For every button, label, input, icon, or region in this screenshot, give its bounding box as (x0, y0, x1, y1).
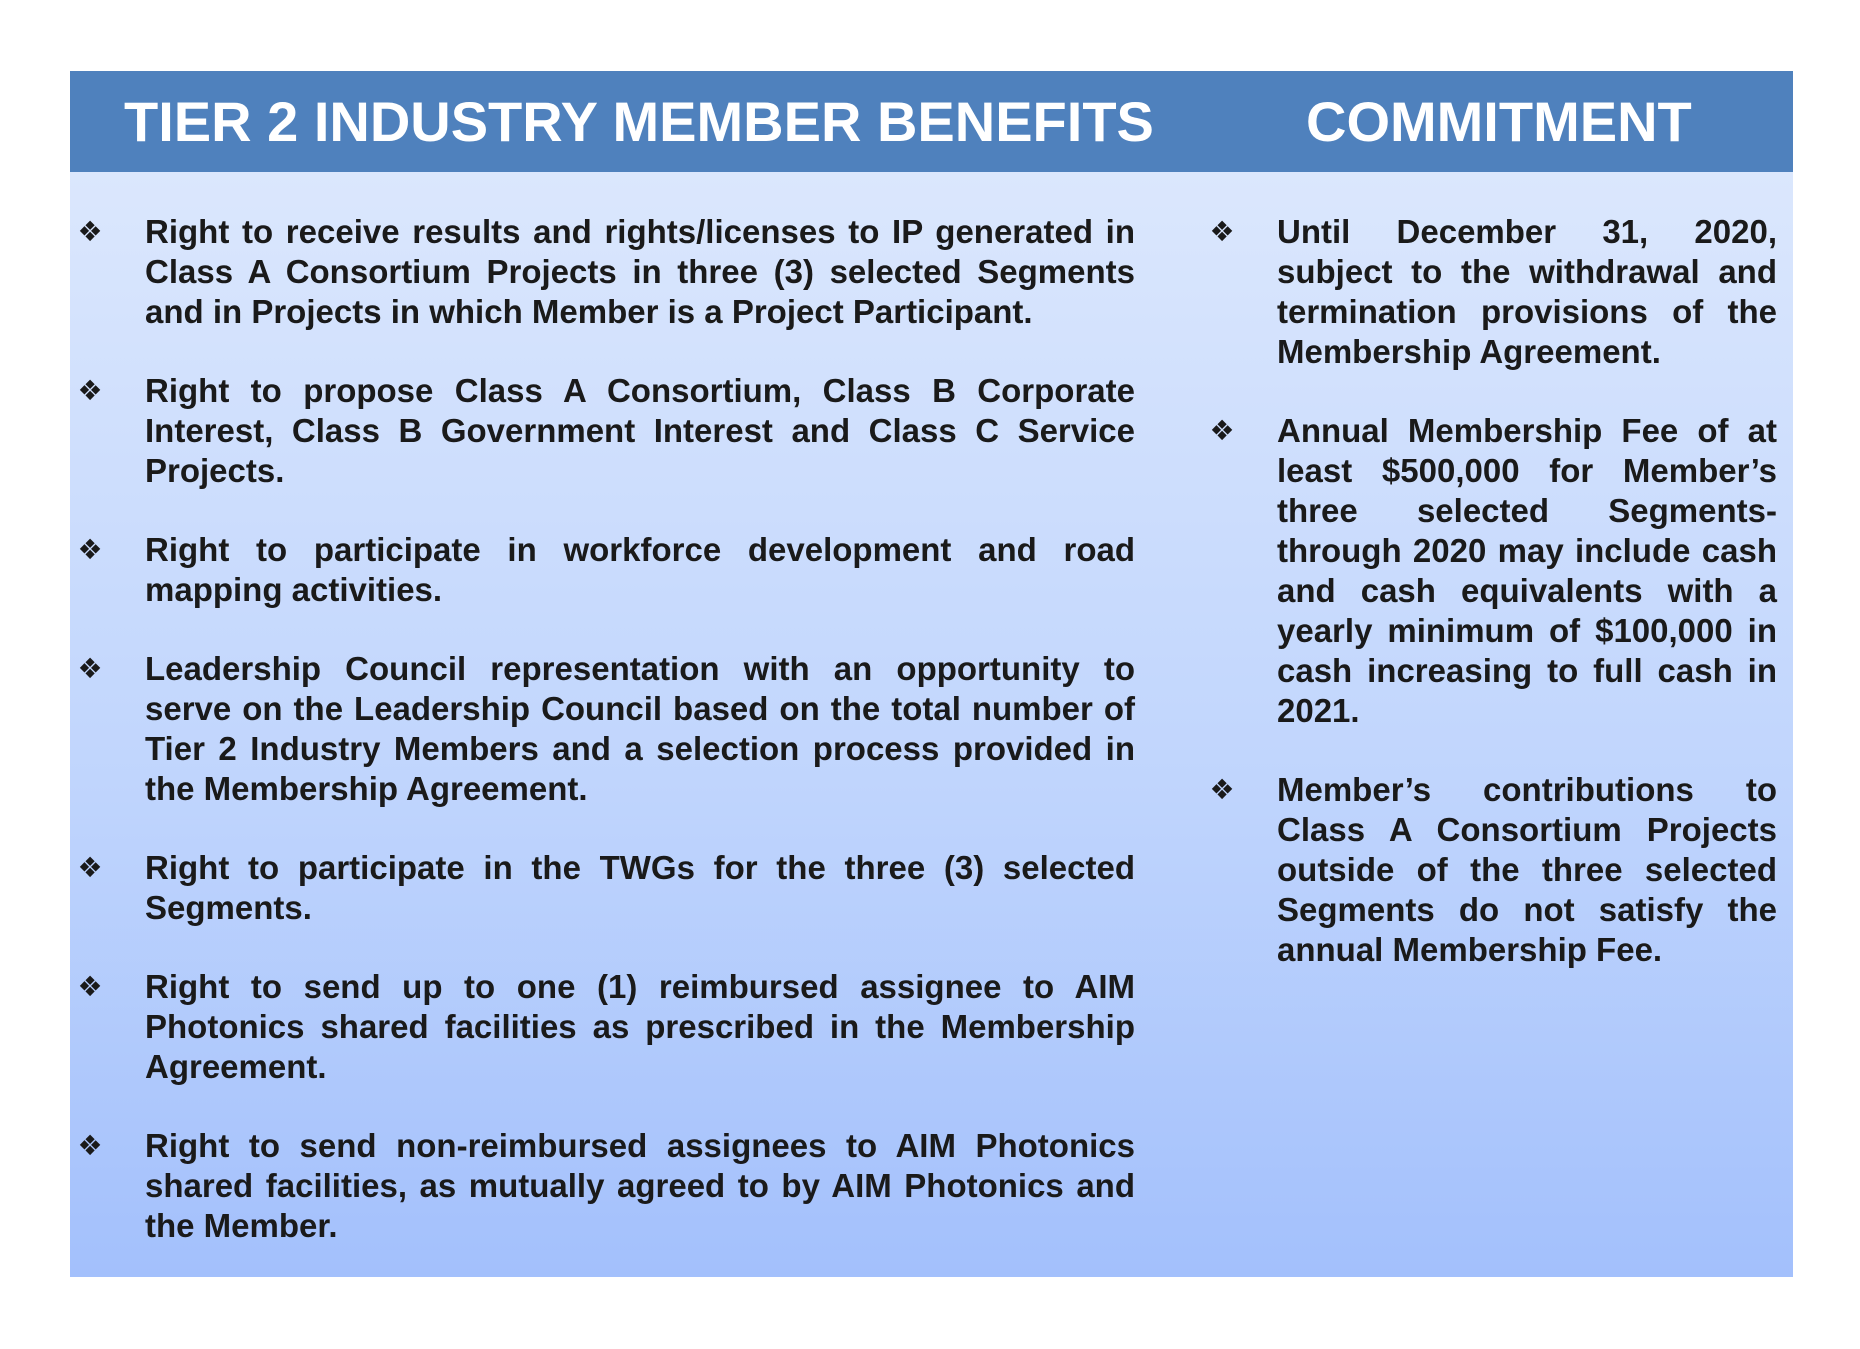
four-diamond-bullet-icon: ❖ (77, 652, 103, 685)
benefit-text: Right to participate in the TWGs for the three (3) selected Segments. (145, 849, 1135, 926)
benefit-item (70, 649, 1135, 809)
benefit-item (70, 212, 1135, 332)
benefits-slide (70, 71, 1793, 1277)
benefit-text: Right to send up to one (1) reimbursed assignee to AIM Photonics shared facilities as prescribed in the Membership Agreement. (145, 968, 1135, 1085)
benefit-item (70, 1126, 1135, 1246)
four-diamond-bullet-icon: ❖ (1209, 414, 1235, 447)
four-diamond-bullet-icon: ❖ (77, 851, 103, 884)
benefits-list (70, 212, 1135, 1285)
commitment-text: Annual Membership Fee of at least $500,000 for Member’s three selected Segments- through 2020 may include cash and cash equivalents with a yearly minimum of $100,000 in cash increasing to full cash in 2021. (1277, 412, 1777, 729)
header-bar (70, 71, 1793, 172)
benefit-text: Right to receive results and rights/licenses to IP generated in Class A Consortium Projects in three (3) selected Segments and in Projects in which Member is a Project Participant. (145, 213, 1135, 330)
commitment-text: Member’s contributions to Class A Consortium Projects outside of the three selected Segments do not satisfy the annual Membership Fee. (1277, 771, 1777, 968)
content-panel (70, 172, 1793, 1277)
benefit-text: Right to send non-reimbursed assignees to AIM Photonics shared facilities, as mutually agreed to by AIM Photonics and the Member. (145, 1127, 1135, 1244)
benefits-title: TIER 2 INDUSTRY MEMBER BENEFITS (124, 90, 1154, 153)
four-diamond-bullet-icon: ❖ (77, 970, 103, 1003)
commitment-item (1202, 212, 1777, 372)
benefit-item (70, 371, 1135, 491)
benefit-text: Right to participate in workforce development and road mapping activities. (145, 531, 1135, 608)
benefit-item (70, 848, 1135, 928)
commitment-text: Until December 31, 2020, subject to the withdrawal and termination provisions of the Membership Agreement. (1277, 213, 1777, 370)
four-diamond-bullet-icon: ❖ (77, 215, 103, 248)
commitment-list (1202, 212, 1777, 1009)
benefit-item (70, 967, 1135, 1087)
four-diamond-bullet-icon: ❖ (77, 1129, 103, 1162)
four-diamond-bullet-icon: ❖ (1209, 215, 1235, 248)
commitment-item (1202, 770, 1777, 970)
benefit-text: Right to propose Class A Consortium, Class B Corporate Interest, Class B Government Interest and Class C Service Projects. (145, 372, 1135, 489)
four-diamond-bullet-icon: ❖ (77, 374, 103, 407)
benefit-item (70, 530, 1135, 610)
four-diamond-bullet-icon: ❖ (1209, 773, 1235, 806)
commitment-item (1202, 411, 1777, 731)
benefit-text: Leadership Council representation with an opportunity to serve on the Leadership Council based on the total number of Tier 2 Industry Members and a selection process provided in the Membership Agreement. (145, 650, 1135, 807)
four-diamond-bullet-icon: ❖ (77, 533, 103, 566)
commitment-title: COMMITMENT (1306, 90, 1692, 153)
